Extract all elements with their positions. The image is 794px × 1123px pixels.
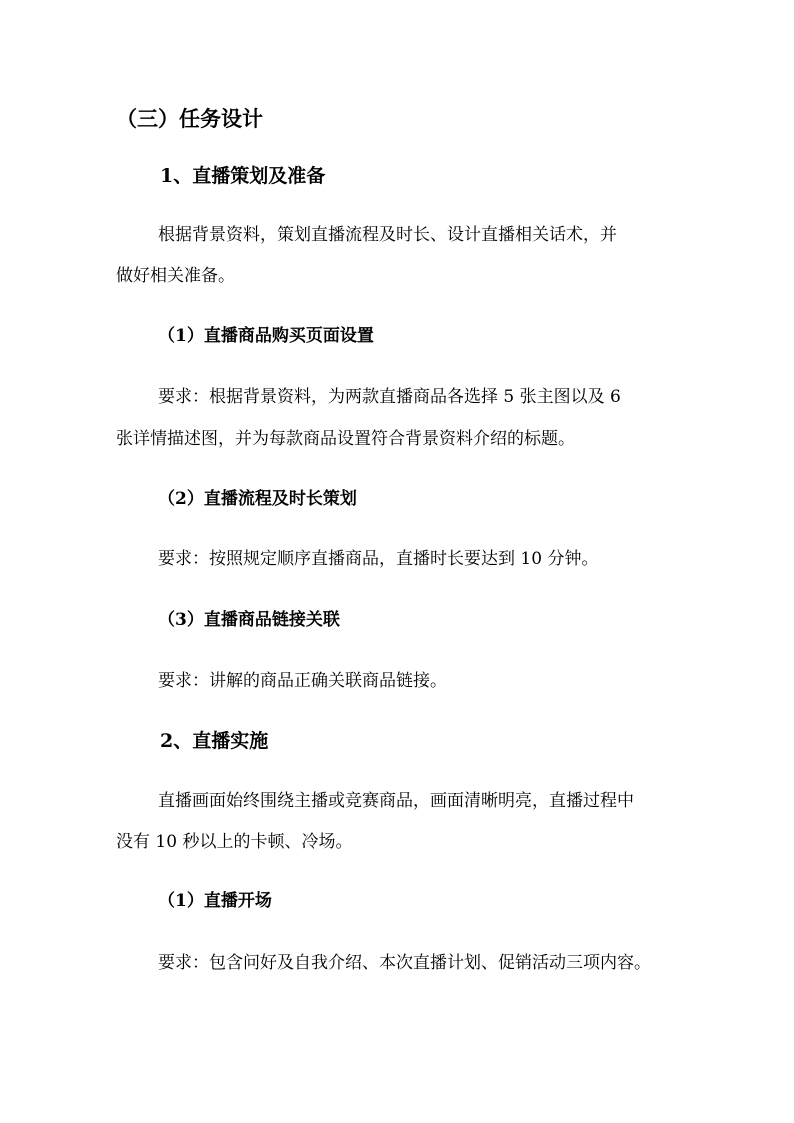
item-1-1-heading: （1）直播商品购买页面设置 [158, 326, 374, 346]
paragraph-line: 没有 10 秒以上的卡顿、冷场。 [116, 832, 353, 852]
item-1-3-heading: （3）直播商品链接关联 [158, 610, 340, 630]
part1-heading: 1、直播策划及准备 [160, 165, 326, 187]
item-2-1-heading: （1）直播开场 [158, 891, 272, 911]
paragraph-line: 做好相关准备。 [116, 266, 235, 286]
paragraph-line: 根据背景资料，策划直播流程及时长、设计直播相关话术，并 [158, 225, 617, 245]
item-1-2-requirement: 要求：按照规定顺序直播商品，直播时长要达到 10 分钟。 [158, 549, 599, 569]
item-1-2-heading: （2）直播流程及时长策划 [158, 489, 357, 509]
section-heading: （三）任务设计 [116, 106, 263, 131]
paragraph-line: 张详情描述图，并为每款商品设置符合背景资料介绍的标题。 [116, 429, 575, 449]
item-2-1-requirement: 要求：包含问好及自我介绍、本次直播计划、促销活动三项内容。 [158, 953, 651, 973]
part2-heading: 2、直播实施 [160, 730, 269, 752]
item-1-3-requirement: 要求：讲解的商品正确关联商品链接。 [158, 671, 447, 691]
paragraph-line: 要求：根据背景资料，为两款直播商品各选择 5 张主图以及 6 [158, 387, 621, 407]
paragraph-line: 直播画面始终围绕主播或竞赛商品，画面清晰明亮，直播过程中 [158, 791, 634, 811]
